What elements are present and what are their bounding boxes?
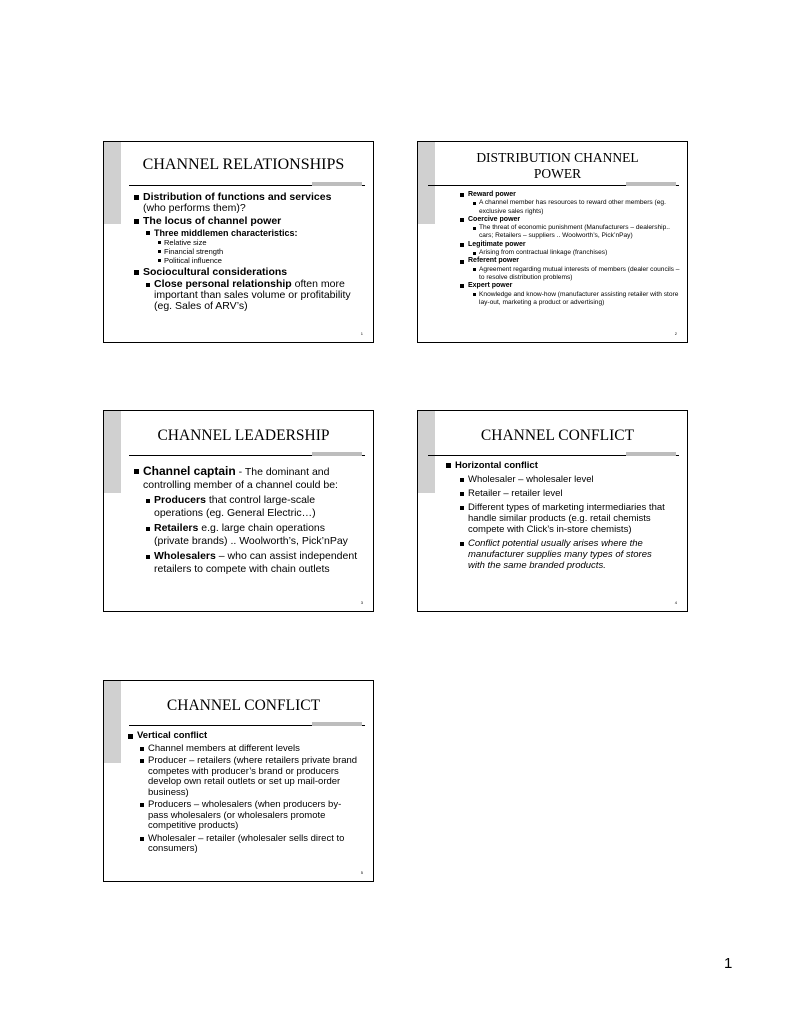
- slide-content: [460, 191, 681, 307]
- list-item: Coercive power: [460, 216, 681, 224]
- slide-3: [103, 410, 374, 612]
- list-item: Horizontal conflict: [446, 460, 669, 471]
- list-item: The locus of channel power: [134, 216, 361, 227]
- list-item: Legitimate power: [460, 241, 681, 249]
- slide-content: [446, 460, 669, 571]
- list-item: Vertical conflict: [128, 731, 359, 742]
- slide-title: CHANNEL CONFLICT: [166, 697, 321, 714]
- list-item: The threat of economic punishment (Manufacturers – dealership.. cars; Retailers – suppliers .. Woolworth’s, Pick’nPay): [473, 224, 681, 241]
- title-rule-accent: [312, 722, 362, 726]
- list-item: Referent power: [460, 257, 681, 265]
- list-item: Wholesaler – retailer (wholesaler sells direct to consumers): [140, 834, 359, 855]
- list-item: Financial strength: [158, 247, 361, 256]
- list-item: A channel member has resources to reward other members (eg. exclusive sales rights): [473, 199, 681, 216]
- page-number: 1: [724, 955, 733, 972]
- list-item: Producers that control large-scale operations (eg. General Electric…): [146, 494, 359, 520]
- list-item: Wholesaler – wholesaler level: [460, 474, 669, 485]
- slide-title: CHANNEL RELATIONSHIPS: [142, 156, 345, 173]
- list-item: Three middlemen characteristics:: [146, 228, 361, 238]
- list-item: Wholesalers – who can assist independent retailers to compete with chain outlets: [146, 550, 359, 576]
- list-item: Arising from contractual linkage (franchises): [473, 249, 681, 257]
- list-item: Conflict potential usually arises where the manufacturer supplies many types of stores with the same branded products.: [460, 538, 669, 571]
- list-item: Sociocultural considerations: [134, 267, 361, 278]
- slide-title: CHANNEL CONFLICT: [480, 427, 635, 444]
- slide-2: [417, 141, 688, 343]
- list-item: Reward power: [460, 191, 681, 199]
- slide-5: [103, 680, 374, 882]
- slide-4: [417, 410, 688, 612]
- list-item: Channel members at different levels: [140, 744, 359, 755]
- slide-accent-bar: [104, 142, 121, 224]
- slide-content: [134, 192, 361, 312]
- list-item: Political influence: [158, 256, 361, 265]
- title-rule-accent: [312, 182, 362, 186]
- list-item: Channel captain - The dominant and controlling member of a channel could be:: [134, 465, 359, 492]
- title-rule-accent: [626, 182, 676, 186]
- list-item: Distribution of functions and services (who performs them)?: [134, 192, 361, 214]
- slide-title: CHANNEL LEADERSHIP: [157, 427, 330, 444]
- slide-number: 2: [674, 331, 677, 336]
- list-item: Relative size: [158, 238, 361, 247]
- slide-number: 3: [360, 600, 363, 605]
- slide-content: [134, 465, 359, 576]
- list-item: Close personal relationship often more important than sales volume or profitability (eg. Sales of ARV’s): [146, 279, 361, 312]
- slide-title: DISTRIBUTION CHANNEL POWER: [476, 150, 639, 181]
- slide-1: [103, 141, 374, 343]
- list-item: Expert power: [460, 282, 681, 290]
- slide-accent-bar: [418, 142, 435, 224]
- list-item: Retailers e.g. large chain operations (private brands) .. Woolworth’s, Pick’nPay: [146, 522, 359, 548]
- slide-content: [128, 731, 359, 855]
- list-item: Producers – wholesalers (when producers by-pass wholesalers (or wholesalers promote competitive products): [140, 800, 359, 832]
- list-item: Different types of marketing intermediaries that handle similar products (e.g. retail chemists compete with Click’s in-store chemists): [460, 502, 669, 535]
- slide-number: 4: [674, 600, 677, 605]
- title-rule-accent: [626, 452, 676, 456]
- list-item: Retailer – retailer level: [460, 488, 669, 499]
- title-rule-accent: [312, 452, 362, 456]
- list-item: Producer – retailers (where retailers private brand competes with producer’s brand or producers develop own retail outlets or set up mail-order business): [140, 756, 359, 798]
- slide-accent-bar: [104, 411, 121, 493]
- slide-number: 1: [360, 331, 363, 336]
- list-item: Agreement regarding mutual interests of members (dealer councils – to resolve distribution problems): [473, 266, 681, 283]
- list-item: Knowledge and know-how (manufacturer assisting retailer with store lay-out, marketing a product or advertising): [473, 291, 681, 308]
- slide-accent-bar: [104, 681, 121, 763]
- slide-number: 5: [360, 870, 363, 875]
- slide-accent-bar: [418, 411, 435, 493]
